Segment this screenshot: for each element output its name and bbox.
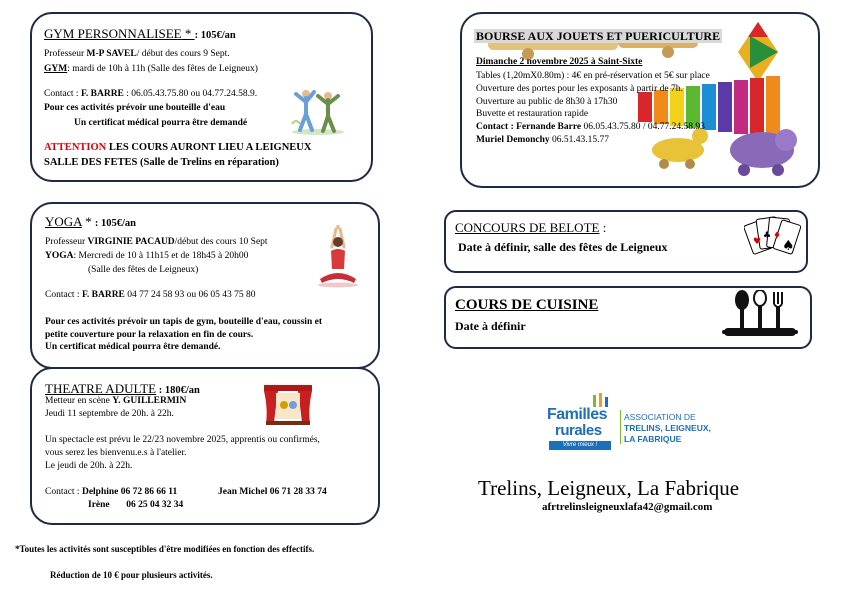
theatre-contact-label: Contact : bbox=[45, 487, 82, 497]
cuisine-title: COURS DE CUISINE bbox=[455, 297, 599, 313]
belote-colon: : bbox=[599, 220, 607, 235]
towns-heading: Trelins, Leigneux, La Fabrique bbox=[478, 476, 740, 500]
logo-word-rurales: rurales bbox=[555, 422, 602, 439]
gym-attention-rest: LES COURS AURONT LIEU A LEIGNEUX bbox=[106, 142, 312, 153]
theatre-stage-icon bbox=[262, 383, 314, 427]
gym-contact-phones: : 06.05.43.75.80 ou 04.77.24.58.9. bbox=[123, 89, 258, 99]
yoga-pose-icon bbox=[314, 225, 362, 289]
yoga-schedule: : Mercredi de 10 à 11h15 et de 18h45 à 20h00 bbox=[73, 251, 249, 261]
yoga-note3: Un certificat médical pourra être demandé. bbox=[45, 342, 221, 352]
logo-assoc-line1: ASSOCIATION DE bbox=[624, 412, 696, 422]
theatre-contact-line bbox=[45, 488, 177, 498]
logo-divider bbox=[620, 410, 621, 444]
theatre-director-name: Y. GUILLERMIN bbox=[112, 396, 187, 406]
yoga-contact-name: F. BARRE bbox=[81, 290, 125, 300]
yoga-contact-line bbox=[45, 291, 256, 301]
bourse-date: Dimanche 2 novembre 2025 à Saint-Sixte bbox=[476, 57, 643, 67]
bourse-contact2-label: Muriel Demonchy bbox=[476, 135, 550, 145]
theatre-title: THEATRE ADULTE bbox=[45, 381, 157, 396]
bourse-contact1-phones: 06.05.43.75.80 / 04.77.24.58.93 bbox=[581, 122, 705, 132]
familles-rurales-logo bbox=[545, 395, 617, 453]
contact-email[interactable]: afrtrelinsleigneuxlafa42@gmail.com bbox=[542, 501, 713, 513]
yoga-price: : 105€/an bbox=[94, 218, 136, 229]
gym-attention-word: ATTENTION bbox=[44, 142, 107, 153]
gym-title: GYM PERSONNALISEE bbox=[44, 26, 182, 41]
svg-text:♦: ♦ bbox=[773, 231, 782, 241]
footer-note-changes: *Toutes les activités sont susceptibles d'être modifiées en fonction des effectifs. bbox=[15, 544, 315, 554]
yoga-star: * bbox=[81, 214, 95, 229]
belote-title-line bbox=[455, 221, 606, 234]
yoga-contact-phones: 04 77 24 58 93 ou 06 05 43 75 80 bbox=[124, 290, 256, 300]
yoga-title: YOGA bbox=[45, 214, 82, 229]
theatre-para1: Un spectacle est prévu le 22/23 novembre 2025, apprentis ou confirmés, bbox=[45, 435, 320, 445]
bourse-contact2-phone: 06.51.43.15.77 bbox=[549, 135, 609, 145]
belote-detail: Date à définir, salle des fêtes de Leigneux bbox=[458, 240, 668, 254]
yoga-prof-line bbox=[45, 238, 268, 248]
svg-text:♥: ♥ bbox=[753, 237, 762, 247]
gym-contact-label: Contact : bbox=[44, 89, 81, 99]
yoga-prof-label: Professeur bbox=[45, 237, 88, 247]
svg-text:♣: ♣ bbox=[763, 231, 772, 241]
yoga-note2: petite couverture pour la relaxation en fin de cours. bbox=[45, 330, 254, 340]
gym-prof-label: Professeur bbox=[44, 49, 87, 59]
bourse-opening-public: Ouverture au public de 8h30 à 17h30 bbox=[476, 97, 618, 107]
yoga-prof-rest: /début des cours 10 Sept bbox=[174, 237, 268, 247]
yoga-place: (Salle des fêtes de Leigneux) bbox=[88, 265, 199, 275]
theatre-price: : 180€/an bbox=[156, 385, 200, 396]
gym-attention-line bbox=[44, 143, 311, 154]
logo-assoc-line3: LA FABRIQUE bbox=[624, 434, 682, 444]
svg-text:♠: ♠ bbox=[782, 238, 795, 254]
yoga-label: YOGA bbox=[45, 251, 74, 261]
gym-price: : 105€/an bbox=[194, 30, 236, 41]
theatre-para2: vous serez les bienvenu.e.s à l'atelier. bbox=[45, 448, 187, 458]
footer-note-discount: Réduction de 10 € pour plusieurs activités. bbox=[50, 570, 213, 580]
yoga-note1: Pour ces activités prévoir un tapis de gym, bouteille d'eau, coussin et bbox=[45, 317, 322, 327]
logo-word-familles: Familles bbox=[547, 406, 608, 423]
bourse-title: BOURSE AUX JOUETS ET PUERICULTURE bbox=[476, 29, 721, 43]
bourse-contact1-label: Contact : Fernande Barre bbox=[476, 122, 582, 132]
gym-label: GYM bbox=[44, 64, 68, 74]
playing-cards-icon bbox=[744, 214, 802, 264]
bourse-contact1 bbox=[476, 123, 705, 133]
bourse-tables: Tables (1,20mX0.80m) : 4€ en pré-réservation et 5€ sur place bbox=[476, 71, 710, 81]
yoga-prof-name: VIRGINIE PACAUD bbox=[87, 237, 175, 247]
gym-schedule: : mardi de 10h à 11h (Salle des fêtes de Leigneux) bbox=[67, 64, 258, 74]
yoga-schedule-line bbox=[45, 252, 248, 262]
bourse-buvette: Buvette et restauration rapide bbox=[476, 109, 589, 119]
theatre-contact1: Delphine 06 72 86 66 11 bbox=[81, 487, 178, 497]
gym-prof-rest: / début des cours 9 Sept. bbox=[136, 49, 230, 59]
kitchen-utensils-icon bbox=[722, 290, 798, 346]
gym-star: * bbox=[181, 26, 195, 41]
theatre-schedule: Jeudi 11 septembre de 20h. à 22h. bbox=[45, 409, 174, 419]
theatre-contact3: Irène 06 25 04 32 34 bbox=[88, 500, 184, 510]
bourse-contact2 bbox=[476, 136, 609, 146]
gym-prof-name: M-P SAVEL bbox=[86, 49, 137, 59]
gym-schedule-line bbox=[44, 65, 258, 75]
gym-contact-name: F. BARRE bbox=[80, 89, 124, 99]
theatre-para3: Le jeudi de 20h. à 22h. bbox=[45, 461, 133, 471]
belote-title: CONCOURS DE BELOTE bbox=[455, 220, 600, 235]
bourse-opening-exhibitors: Ouverture des portes pour les exposants à partir de 7h. bbox=[476, 84, 683, 94]
yoga-contact-label: Contact : bbox=[45, 290, 82, 300]
gym-attention-line2: SALLE DES FETES (Salle de Trelins en réparation) bbox=[44, 157, 279, 168]
theatre-director-label: Metteur en scène bbox=[45, 396, 113, 406]
logo-assoc-line2: TRELINS, LEIGNEUX, bbox=[624, 423, 711, 433]
yoga-title-line bbox=[45, 215, 136, 230]
theatre-contact2: Jean Michel 06 71 28 33 74 bbox=[218, 487, 327, 497]
gym-prof-line bbox=[44, 50, 230, 60]
gym-title-line bbox=[44, 27, 236, 42]
gym-figures-icon bbox=[290, 86, 346, 136]
theatre-director-line bbox=[45, 397, 186, 407]
cuisine-detail: Date à définir bbox=[455, 319, 526, 333]
theatre-title-line bbox=[45, 382, 200, 397]
gym-contact-line bbox=[44, 90, 257, 100]
gym-note-water: Pour ces activités prévoir une bouteille d'eau bbox=[44, 103, 226, 113]
gym-note-certificate: Un certificat médical pourra être demandé bbox=[74, 118, 248, 128]
logo-tagline: Vivre mieux ! bbox=[549, 441, 611, 450]
